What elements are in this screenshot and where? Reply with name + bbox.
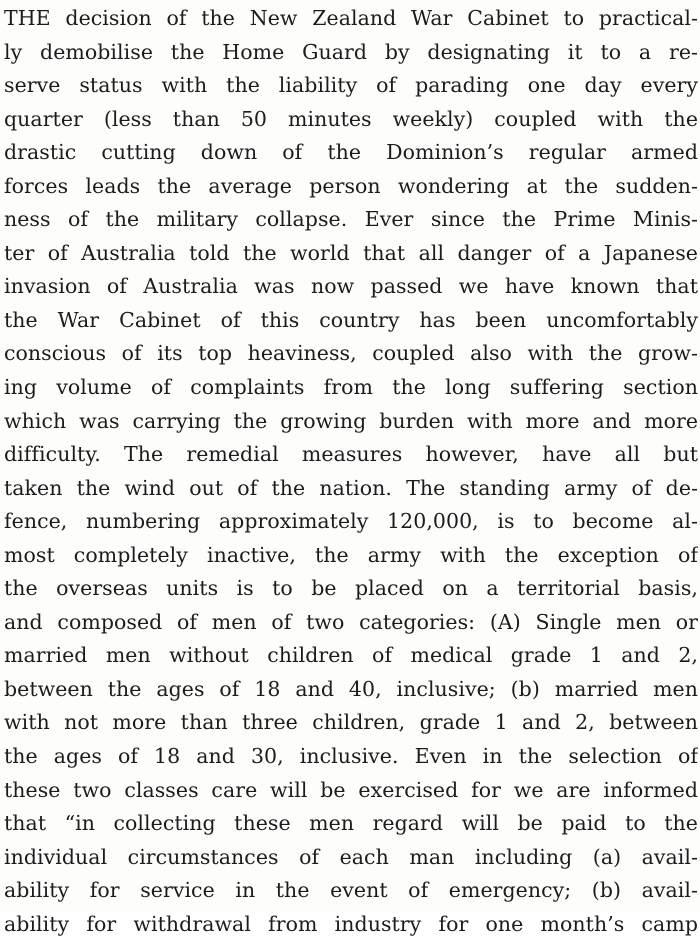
text-line: most completely inactive, the army with the exception of — [4, 542, 698, 567]
article-body — [4, 2, 698, 941]
text-line: invasion of Australia was now passed we have known that — [4, 274, 698, 299]
text-line: ing volume of complaints from the long suffering section — [4, 375, 698, 400]
text-line: fence, numbering approximately 120,000, is to become al- — [4, 509, 698, 534]
text-line: difficulty. The remedial measures however, have all but — [4, 442, 698, 467]
text-line: conscious of its top heaviness, coupled also with the grow- — [4, 341, 698, 366]
text-line: ability for withdrawal from industry for one month’s camp — [4, 911, 698, 936]
text-line: that “in collecting these men regard will be paid to the — [4, 811, 698, 836]
text-line: taken the wind out of the nation. The standing army of de- — [4, 475, 698, 500]
text-line: married men without children of medical grade 1 and 2, — [4, 643, 698, 668]
text-line: ness of the military collapse. Ever since the Prime Minis- — [4, 207, 698, 232]
text-line: these two classes care will be exercised for we are informed — [4, 777, 698, 802]
text-line: ability for service in the event of emergency; (b) avail- — [4, 878, 698, 903]
text-line: serve status with the liability of parading one day every — [4, 73, 698, 98]
text-line: which was carrying the growing burden with more and more — [4, 408, 698, 433]
text-line: between the ages of 18 and 40, inclusive; (b) married men — [4, 676, 698, 701]
text-line: drastic cutting down of the Dominion’s regular armed — [4, 140, 698, 165]
text-line: the ages of 18 and 30, inclusive. Even in the selection of — [4, 744, 698, 769]
text-line: individual circumstances of each man including (a) avail- — [4, 844, 698, 869]
text-line: the War Cabinet of this country has been uncomfortably — [4, 307, 698, 332]
text-line: the overseas units is to be placed on a territorial basis, — [4, 576, 698, 601]
text-line: THE decision of the New Zealand War Cabinet to practical- — [4, 6, 698, 30]
text-line: quarter (less than 50 minutes weekly) coupled with the — [4, 106, 698, 131]
text-line: ter of Australia told the world that all danger of a Japanese — [4, 240, 698, 265]
text-line: ly demobilise the Home Guard by designating it to a re- — [4, 39, 698, 64]
text-line: forces leads the average person wondering at the sudden- — [4, 173, 698, 198]
text-line: and composed of men of two categories: (A) Single men or — [4, 609, 698, 634]
text-line: with not more than three children, grade 1 and 2, between — [4, 710, 698, 735]
